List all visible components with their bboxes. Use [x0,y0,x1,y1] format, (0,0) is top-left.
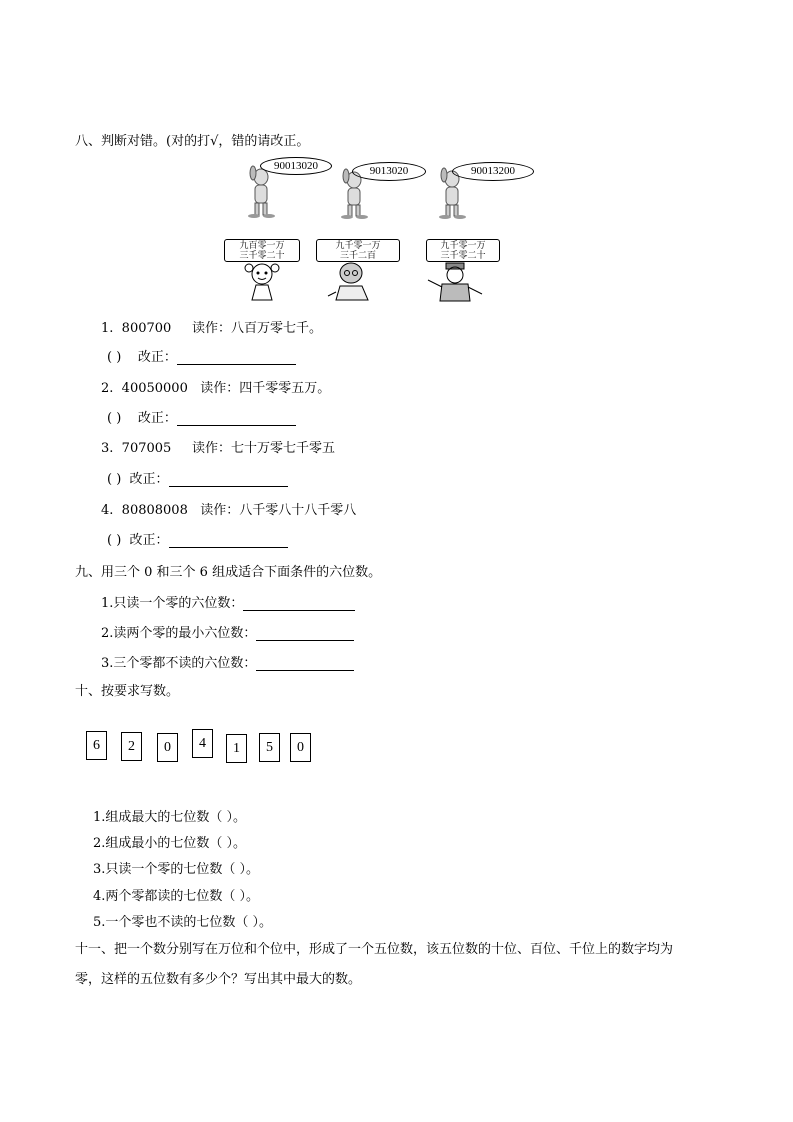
judge-row-4: ( ) 改正： [107,529,288,548]
digit-card: 5 [259,733,280,762]
grandpa-icon [326,260,376,302]
section-11-line-1: 十一、把一个数分别写在万位和个位中，形成了一个五位数，该五位数的十位、百位、千位上的数字均为 [75,942,674,957]
answer-blank[interactable] [177,350,296,365]
section-8-title: 八、判断对错。(对的打√，错的请改正。 [75,134,310,149]
judge-paren[interactable]: ( ) [107,411,122,426]
digit-card: 6 [86,731,107,760]
six-digit-item-2: 2.读两个零的最小六位数： [101,622,354,641]
judge-item-1: 1. 800700 读作：八百万零七千。 [101,321,322,336]
section-11-line-2: 零，这样的五位数有多少个？写出其中最大的数。 [75,972,362,987]
reading-sign-3: 九千零一万 三千零二十 [426,239,500,262]
section-9-title: 九、用三个 0 和三个 6 组成适合下面条件的六位数。 [75,565,382,580]
answer-blank[interactable] [177,411,296,426]
answer-blank[interactable] [243,596,355,611]
man-icon [424,260,486,302]
speech-bubble: 9013020 [352,162,426,181]
judge-paren[interactable]: ( ) [107,533,122,548]
judge-item-4: 4. 80808008 读作：八千零八十八千零八 [101,503,357,518]
six-digit-item-1: 1.只读一个零的六位数： [101,592,355,611]
judge-item-3: 3. 707005 读作：七十万零七千零五 [101,441,335,456]
judge-item-2: 2. 40050000 读作：四千零零五万。 [101,381,331,396]
seven-digit-item-5: 5.一个零也不读的七位数（ ）。 [93,915,273,930]
seven-digit-item-1: 1.组成最大的七位数（ ）。 [93,810,247,825]
judge-row-1: ( ) 改正： [107,346,296,365]
speech-bubble: 90013200 [452,162,534,181]
judge-paren[interactable]: ( ) [107,472,122,487]
girl-icon [240,260,284,302]
answer-blank[interactable] [256,656,354,671]
section-10-title: 十、按要求写数。 [75,684,180,699]
digit-card: 0 [157,733,178,762]
six-digit-item-3: 3.三个零都不读的六位数： [101,652,354,671]
seven-digit-item-4: 4.两个零都读的七位数（ ）。 [93,889,260,904]
answer-blank[interactable] [169,472,288,487]
answer-blank[interactable] [169,533,288,548]
digit-card: 0 [290,733,311,762]
reading-sign-1: 九百零一万 三千零二十 [224,239,300,262]
digit-card: 2 [121,732,142,761]
judge-paren[interactable]: ( ) [107,350,122,365]
judge-row-3: ( ) 改正： [107,468,288,487]
digit-card: 4 [192,729,213,758]
reading-sign-2: 九千零一万 三千二百 [316,239,400,262]
seven-digit-item-2: 2.组成最小的七位数（ ）。 [93,836,247,851]
seven-digit-item-3: 3.只读一个零的七位数（ ）。 [93,862,260,877]
digit-card: 1 [226,734,247,763]
judge-row-2: ( ) 改正： [107,407,296,426]
answer-blank[interactable] [256,626,354,641]
speech-bubble: 90013020 [260,157,332,175]
